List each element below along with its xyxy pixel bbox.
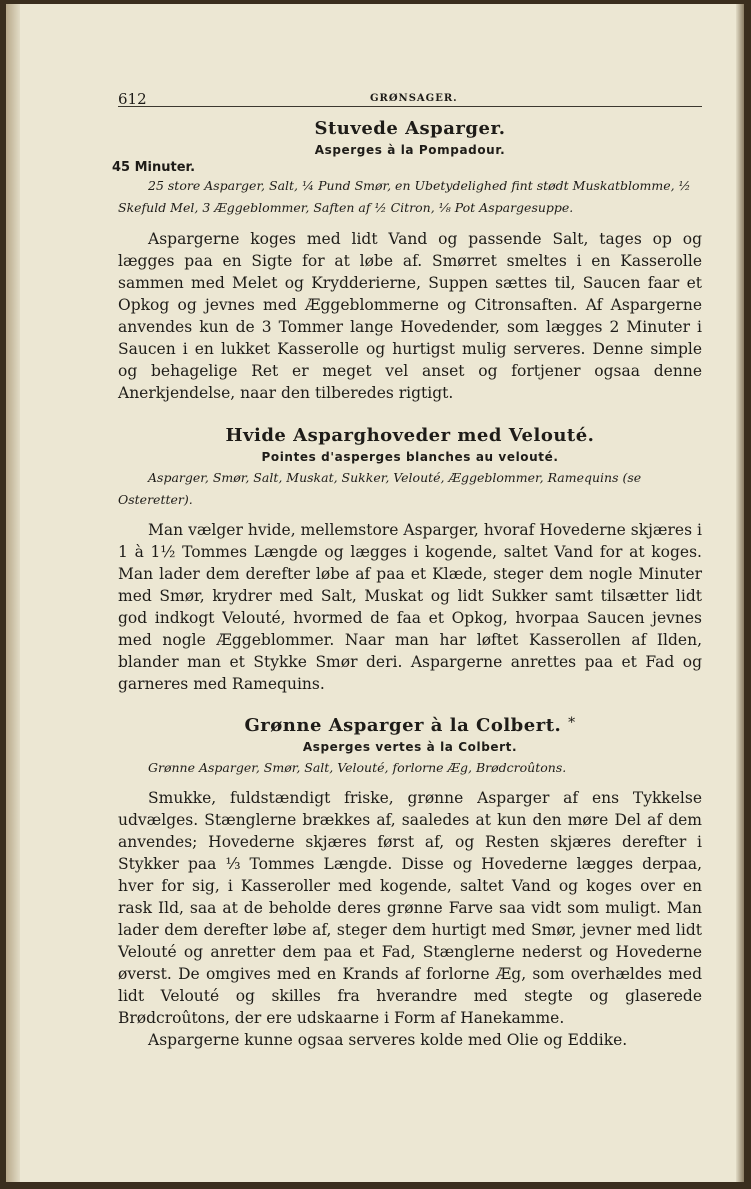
recipe-title-row <box>118 715 702 736</box>
recipe-time: 45 Minuter. <box>112 160 196 175</box>
recipe-hvide-asparghoveder <box>118 425 702 695</box>
page-number: 612 <box>118 90 147 108</box>
recipe-title: Hvide Asparghoveder med Velouté. <box>225 425 595 446</box>
recipe-subtitle: Pointes d'asperges blanches au velouté. <box>261 450 559 464</box>
recipe-ingredients: 25 store Asparger, Salt, ¼ Pund Smør, en Ubetydelighed fint stødt Muskatblomme, ½ Skefuld Mel, 3 Æggeblommer, Saften af ½ Citron, ⅛ Pot Aspargesuppe. <box>118 178 691 215</box>
recipe-text: Smukke, fuldstændigt friske, grønne Asparger af ens Tykkelse udvælges. Stænglerne brækkes af, saaledes at kun den møre Del af dem anvendes; Hovederne skjæres først af, og Resten skjæres derefter i Stykker paa ⅓ Tommes Længde. Disse og Hovederne lægges derpaa, hver for sig, i Kasseroller med kogende, saltet Vand og koges over en rask Ild, saa at de beholde deres grønne Farve saa vidt som muligt. Man lader dem derefter løbe af, steger dem hurtigt med Smør, jevner med lidt Velouté og anretter dem paa et Fad, Stænglerne nederst og Hovederne øverst. De omgives med en Krands af forlorne Æg, som overhældes med lidt Velouté og skilles fra hverandre med stegte og glaserede Brødcroûtons, der ere udskaarne i Form af Hanekamme. <box>118 789 702 1027</box>
recipe-text-note: Aspargerne kunne ogsaa serveres kolde med Olie og Eddike. <box>148 1031 628 1049</box>
book-page <box>6 4 744 1182</box>
running-title: GRØNSAGER. <box>370 93 458 104</box>
recipe-subtitle: Asperges vertes à la Colbert. <box>302 740 518 754</box>
recipe-title-mark: * <box>568 715 576 731</box>
recipe-ingredients: Asparger, Smør, Salt, Muskat, Sukker, Velouté, Æggeblommer, Ramequins (se Osteretter). <box>118 470 642 507</box>
recipe-text: Man vælger hvide, mellemstore Asparger, hvoraf Hovederne skjæres i 1 à 1½ Tommes Længde og lægges i kogende, saltet Vand for at koges. Man lader dem derefter løbe af paa et Klæde, steger dem nogle Minuter med Smør, krydrer med Salt, Muskat og lidt Sukker samt tilsætter lidt god indkogt Velouté, hvormed de faa et Opkog, hvorpaa Saucen jevnes med nogle Æggeblommer. Naar man har løftet Kasserollen af Ilden, blander man et Stykke Smør deri. Aspargerne anrettes paa et Fad og garneres med Ramequins. <box>118 521 702 693</box>
recipe-subtitle: Asperges à la Pompadour. <box>314 143 506 157</box>
recipe-text: Aspargerne koges med lidt Vand og passende Salt, tages op og lægges paa en Sigte for at løbe af. Smørret smeltes i en Kasserolle sammen med Melet og Krydderierne, Suppen sættes til, Saucen faar et Opkog og jevnes med Æggeblommerne og Citronsaften. Af Aspargerne anvendes kun de 3 Tommer lange Hovedender, som lægges 2 Minuter i Saucen i en lukket Kasserolle og hurtigst mulig serveres. Denne simple og behagelige Ret er meget vel anset og fortjener ogsaa denne Anerkjendelse, naar den tilberedes rigtigt. <box>118 230 702 402</box>
page-edge <box>736 4 744 1182</box>
running-header <box>118 82 702 107</box>
page-content <box>112 82 702 1051</box>
recipe-ingredients: Grønne Asparger, Smør, Salt, Velouté, forlorne Æg, Brødcroûtons. <box>148 760 567 775</box>
recipe-title: Stuvede Asparger. <box>314 118 506 139</box>
recipe-title: Grønne Asparger à la Colbert. <box>244 715 562 736</box>
recipe-stuvede-asparger <box>112 118 702 404</box>
recipe-gronne-asparger <box>118 715 702 1051</box>
book-spine <box>6 4 20 1182</box>
